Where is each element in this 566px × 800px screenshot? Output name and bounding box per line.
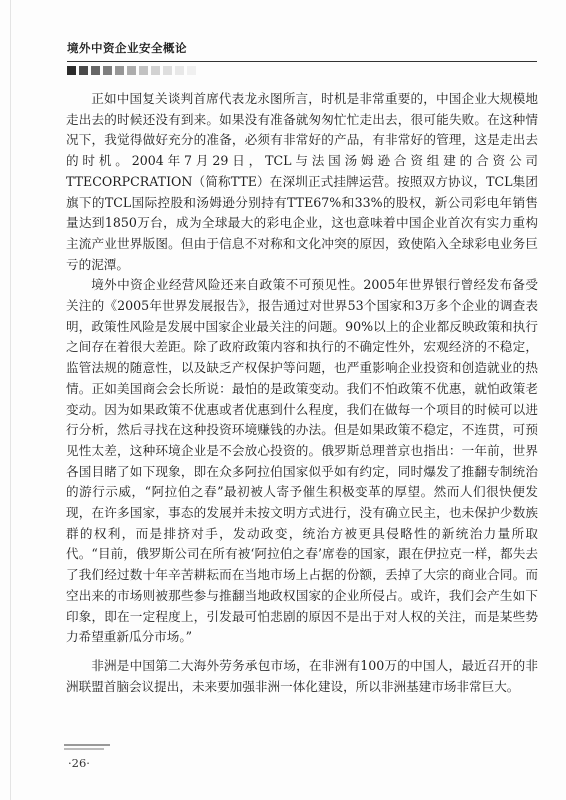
decorative-square [187, 66, 196, 75]
header-decorative-squares [67, 66, 196, 75]
decorative-square [115, 66, 124, 75]
footer-bar [64, 748, 104, 750]
decorative-square [127, 66, 136, 75]
decorative-square [151, 66, 160, 75]
header-rule [67, 61, 537, 62]
body-text [66, 89, 538, 697]
footer-bar [64, 744, 110, 746]
decorative-square [175, 66, 184, 75]
decorative-square [79, 66, 88, 75]
decorative-square [103, 66, 112, 75]
decorative-square [139, 66, 148, 75]
paragraph-africa-market: 非洲是中国第二大海外劳务承包市场，在非洲有100万的中国人，最近召开的非洲联盟首脑会议提出，未来要加强非洲一体化建设，所以非洲基建市场非常巨大。 [66, 657, 538, 694]
footer-decorative-bars [64, 744, 110, 750]
running-header [67, 40, 537, 62]
paragraph-policy-risk: 境外中资企业经营风险还来自政策不可预见性。2005年世界银行曾经发布备受关注的《2005年世界发展报告》，报告通过对世界53个国家和3万多个企业的调查表明，政策性风险是发展中国家企业最关注的问题。90%以上的企业都反映政策和执行之间存在着很大差距。除了政府政策内容和执行的不确定性外，宏观经济的不稳定，监管法规的随意性，以及缺乏产权保护等问题，也严重影响企业投资和创造就业的热情。正如美国商会会长所说：最怕的是政策变动。我们不怕政策不优惠，就怕政策老变动。因为如果政策不优惠或者优惠到什么程度，我们在做每一个项目的时候可以进行分析，然后寻找在这种投资环境赚钱的办法。但是如果政策不稳定，不连贯，可预见性太差，这种环境企业是不会放心投资的。俄罗斯总理普京也指出：一年前，世界各国目睹了如下现象，即在众多阿拉伯国家似乎如有约定，同时爆发了推翻专制统治的游行示威，“阿拉伯之春”最初被人寄予催生积极变革的厚望。然而人们很快便发现，在许多国家，事态的发展并未按文明方式进行，没有确立民主，也未保护少数族群的权利，而是排挤对手，发动政变，统治方被更具侵略性的新统治力量所取代。“目前，俄罗斯公司在所有被‘阿拉伯之春’席卷的国家，跟在伊拉克一样，都失去了我们经过数十年辛苦耕耘而在当地市场上占据的份额，丢掉了大宗的商业合同。而空出来的市场则被那些参与推翻当地政权国家的企业所侵占。或许，我们会产生如下印象，即在一定程度上，引发最可怕悲剧的原因不是出于对人权的关注，而是某些势力希望重新瓜分市场。” [66, 277, 538, 645]
page-footer [64, 744, 110, 770]
gutter-line [10, 0, 11, 800]
page-number: ·26· [68, 756, 90, 770]
paragraph-tcl-thomson: 正如中国复关谈判首席代表龙永图所言，时机是非常重要的，中国企业大规模地走出去的时候还没有到来。如果没有准备就匆匆忙忙走出去，很可能失败。在这种情况下，我觉得做好充分的准备，必须有非常好的产品，有非常好的管理，这是走出去的时机。2004年7月29日，TCL与法国汤姆逊合资组建的合资公司TTECORPCRATION（简称TTE）在深圳正式挂牌运营。按照双方协议，TCL集团旗下的TCL国际控股和汤姆逊分别持有TTE67%和33%的股权，新公司彩电年销售量达到1850万台，成为全球最大的彩电企业，这也意味着中国企业首次有实力重构主流产业世界版图。但由于信息不对称和文化冲突的原因，致使陷入全球彩电业务巨亏的泥潭。 [66, 91, 538, 272]
running-header-title: 境外中资企业安全概论 [67, 41, 187, 55]
decorative-square [163, 66, 172, 75]
decorative-square [67, 66, 76, 75]
decorative-square [91, 66, 100, 75]
